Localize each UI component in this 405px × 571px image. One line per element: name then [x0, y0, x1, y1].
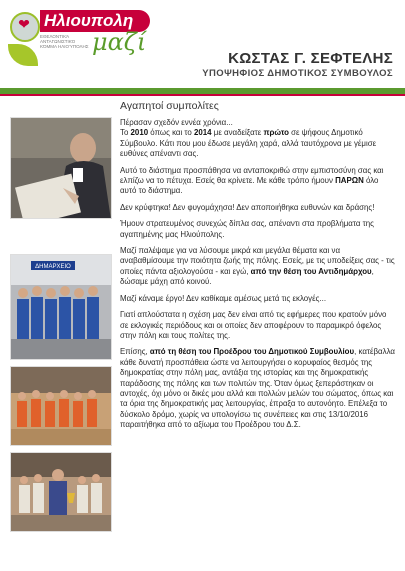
p1-year-2010: 2010: [130, 128, 149, 138]
p1-text-d: σε ψήφους Δημοτικό Σύμβουλο. Κάτι που μου έδωσε μεγάλη χαρά, αλλά ταυτόχρονα με γέμισε ευθύνες απέναντι σας.: [120, 128, 377, 159]
heart-icon: ❤: [18, 16, 30, 32]
greeting: Αγαπητοί συμπολίτες: [120, 100, 219, 112]
paragraph-4: Ήμουν στρατευμένος συνεχώς δίπλα σας, απέναντι στα προβλήματα της αγαπημένης μας Ηλιούπολης.: [120, 219, 374, 239]
p1-first: πρώτο: [263, 128, 289, 138]
candidate-block: [202, 50, 393, 80]
logo-title: Ηλιουπολη: [40, 10, 150, 32]
paragraph-7: Γιατί απλούστατα η σχέση μας δεν είναι από τις εφήμερες που κρατούν μόνο σε εκλογικές περιόδους και οι οποίες δεν αποφέρουν το παραμικρό όφελος στην πόλη και τους πολίτες της.: [120, 310, 387, 340]
paragraph-5: [120, 246, 396, 288]
p2-present: ΠΑΡΩΝ: [335, 176, 364, 186]
p1-text-a: Το: [120, 128, 131, 138]
p2-text: Αυτό το διάστημα προσπάθησα να ανταποκριθώ στην εμπιστοσύνη σας και ελπίζω να το πέτυχα. Εσείς θα κρίνετε. Με κάθε τρόπο ήμουν: [120, 165, 384, 186]
p1-text-b: όπως και το: [148, 128, 195, 138]
candidate-role: ΥΠΟΨΗΦΙΟΣ ΔΗΜΟΤΙΚΟΣ ΣΥΜΒΟΥΛΟΣ: [202, 68, 393, 79]
logo-mazi: μαζί: [92, 28, 147, 56]
paragraph-1: [120, 118, 396, 160]
red-divider: [0, 94, 405, 96]
photo-candidate-signing: [10, 117, 112, 219]
p2-end: όλο αυτό το διάστημα.: [120, 176, 379, 196]
p5-text: Μαζί παλέψαμε για να λύσουμε μικρά και μεγάλα θέματα και να αναβαθμίσουμε την ποιότητα ζωής της πόλης. Εσείς, με τις υποδείξεις σας - τις οποίες πάντα αξιολογούσα - και εγώ,: [120, 246, 395, 276]
logo-subtitle: ΕΘΕΛΟΝΤΙΚΆ ΑΝΤΑΓΩΝΙΣΤΙΚΌ ΚΌΜΜΑ ΗΛΙΟΎΠΟΛΗΣ: [40, 34, 89, 49]
letter-body: [120, 100, 396, 437]
paragraph-6: Μαζί κάναμε έργο! Δεν καθίκαμε αμέσως μετά τις εκλογές...: [120, 293, 327, 303]
banner-text: ΔΗΜΑΡΧΕΙΟ: [35, 264, 71, 270]
photo-volleyball-team: [10, 366, 112, 446]
p1-text-c: με αναδείξατε: [211, 128, 264, 138]
p5-end: , δώσαμε μάχη από κοινού.: [120, 266, 374, 287]
leaf-icon: [8, 44, 38, 66]
paragraph-3: Δεν κρύφτηκα! Δεν φυγομάχησα! Δεν αποποιήθηκα ευθυνών και δράσης!: [120, 202, 375, 212]
photo-team-group: [10, 254, 112, 360]
p1-year-2014: 2014: [194, 128, 212, 138]
candidate-name: ΚΩΣΤΑΣ Γ. ΣΕΦΤΕΛΗΣ: [228, 50, 393, 67]
p1-intro: Πέρασαν σχεδόν εννέα χρόνια...: [120, 118, 233, 127]
paragraph-2: [120, 166, 396, 197]
p8-council-president: από τη θέση του Προέδρου του Δημοτικού Συμβουλίου: [149, 347, 355, 357]
page-header: [0, 0, 405, 90]
p8-text-a: Επίσης,: [120, 347, 150, 357]
paragraph-8: [120, 347, 396, 430]
p5-deputy-mayor: από την θέση του Αντιδημάρχου: [250, 266, 372, 276]
p8-text-b: , κατέβαλλα κάθε δυνατή προσπάθεια ώστε να λειτουργήσει ο κορυφαίος θεσμός της δημοκρατίας στην πόλη μας, αντάξια της ιστορίας και της δημοκρατικής παράδοσης της πόλης και των πολιτών της. Όταν όμως ξεπεράστηκαν οι αντοχές, όχι μόνο οι δικές μου αλλά και πολλών μελών του σώματος, όπως και τα όρια της δημοκρατικής μας λειτουργίας, έπραξα το αυτονόητο. Επέλεξα το δύσκολο δρόμο, χωρίς να υπολογίσω τις συνέπειες και στις 13/10/2016 παραιτήθηκα από το αξίωμα του Προέδρου του Δ.Σ.: [120, 347, 395, 430]
photo-team-trophy: [10, 452, 112, 532]
